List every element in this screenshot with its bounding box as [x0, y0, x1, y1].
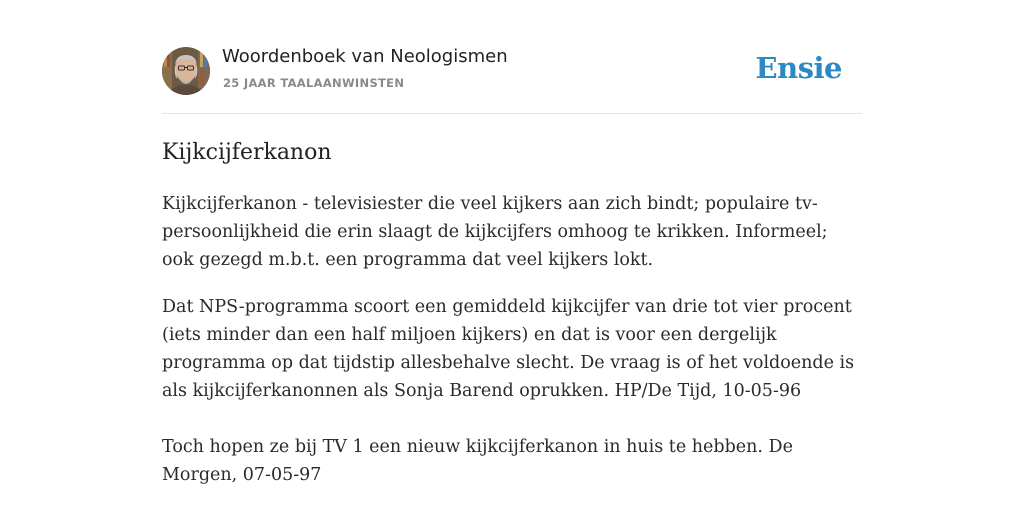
brand-logo[interactable]: Ensie	[755, 51, 842, 85]
author-portrait-icon	[162, 47, 210, 95]
site-subtitle: 25 JAAR TAALAANWINSTEN	[223, 76, 405, 90]
site-title[interactable]: Woordenboek van Neologismen	[222, 46, 508, 67]
entry-citation: Dat NPS-programma scoort een gemiddeld kijkcijfer van drie tot vier procent (iets minder dan een half miljoen kijkers) en dat is voor een dergelijk programma op dat tijdstip allesbehalve slecht. De vraag is of het voldoende is als kijkcijferkanonnen als Sonja Barend oprukken. HP/De Tijd, 10-05-96	[162, 297, 855, 401]
entry-definition: Kijkcijferkanon - televisiester die veel kijkers aan zich bindt; populaire tv-persoonlijkheid die erin slaagt de kijkcijfers omhoog te krikken. Informeel; ook gezegd m.b.t. een programma dat veel kijkers lokt.	[162, 194, 828, 270]
page-container	[162, 0, 862, 485]
entry-citation: Toch hopen ze bij TV 1 een nieuw kijkcijferkanon in huis te hebben. De Morgen, 07-05-97	[162, 437, 793, 485]
page-header	[162, 0, 862, 114]
entry-title: Kijkcijferkanon	[162, 140, 332, 165]
author-avatar	[162, 47, 210, 95]
